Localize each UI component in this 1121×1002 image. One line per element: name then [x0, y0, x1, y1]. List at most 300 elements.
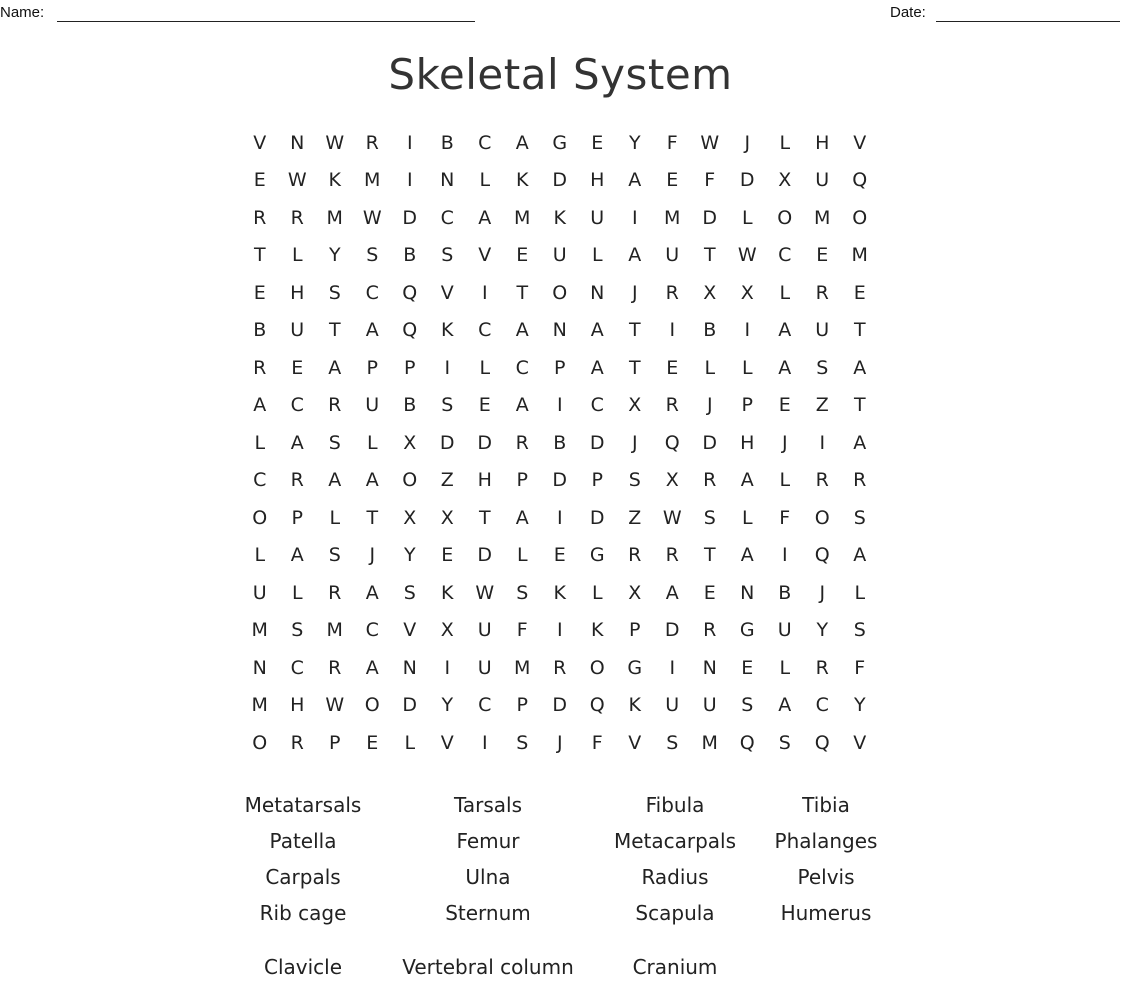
grid-letter[interactable]: O [402, 469, 418, 492]
grid-letter[interactable]: T [516, 281, 529, 304]
grid-letter[interactable]: L [779, 656, 791, 679]
grid-letter[interactable]: A [290, 544, 304, 567]
grid-letter[interactable]: I [481, 731, 488, 754]
grid-letter[interactable]: S [741, 694, 754, 717]
grid-letter[interactable]: G [552, 131, 568, 154]
grid-letter[interactable]: A [665, 581, 679, 604]
grid-letter[interactable]: K [553, 581, 566, 604]
grid-letter[interactable]: E [516, 244, 529, 267]
grid-letter[interactable]: H [290, 694, 305, 717]
grid-letter[interactable]: I [481, 281, 488, 304]
grid-letter[interactable]: A [778, 319, 792, 342]
grid-letter[interactable]: C [515, 356, 529, 379]
grid-letter[interactable]: I [631, 206, 638, 229]
grid-letter[interactable]: A [628, 244, 642, 267]
grid-letter[interactable]: T [703, 544, 716, 567]
grid-letter[interactable]: R [815, 469, 829, 492]
grid-letter[interactable]: I [406, 131, 413, 154]
grid-letter[interactable]: V [403, 619, 417, 642]
grid-letter[interactable]: N [740, 581, 755, 604]
grid-letter[interactable]: C [365, 619, 379, 642]
grid-letter[interactable]: T [478, 506, 491, 529]
grid-letter[interactable]: S [666, 731, 679, 754]
grid-letter[interactable]: C [478, 319, 492, 342]
grid-letter[interactable]: L [779, 281, 791, 304]
grid-letter[interactable]: T [853, 394, 866, 417]
grid-letter[interactable]: U [815, 319, 830, 342]
grid-letter[interactable]: M [664, 206, 681, 229]
grid-letter[interactable]: C [815, 694, 829, 717]
grid-letter[interactable]: D [402, 206, 418, 229]
grid-letter[interactable]: R [515, 431, 529, 454]
grid-letter[interactable]: U [290, 319, 305, 342]
grid-letter[interactable]: Y [403, 544, 416, 567]
grid-letter[interactable]: U [477, 619, 492, 642]
grid-letter[interactable]: L [254, 431, 266, 454]
grid-letter[interactable]: A [778, 356, 792, 379]
grid-letter[interactable]: N [402, 656, 417, 679]
grid-letter[interactable]: W [475, 581, 495, 604]
grid-letter[interactable]: G [589, 544, 605, 567]
grid-letter[interactable]: B [778, 581, 792, 604]
grid-letter[interactable]: V [478, 244, 492, 267]
grid-letter[interactable]: D [702, 431, 718, 454]
grid-letter[interactable]: K [441, 319, 454, 342]
grid-letter[interactable]: U [702, 694, 717, 717]
grid-letter[interactable]: N [590, 281, 605, 304]
grid-letter[interactable]: K [553, 206, 566, 229]
grid-letter[interactable]: D [552, 694, 568, 717]
grid-letter[interactable]: Z [440, 469, 454, 492]
grid-letter[interactable]: P [516, 694, 528, 717]
grid-letter[interactable]: B [553, 431, 567, 454]
grid-letter[interactable]: J [781, 431, 788, 454]
grid-letter[interactable]: E [253, 281, 266, 304]
grid-letter[interactable]: G [627, 656, 643, 679]
grid-letter[interactable]: T [253, 244, 266, 267]
grid-letter[interactable]: Q [739, 731, 755, 754]
grid-letter[interactable]: S [441, 394, 454, 417]
grid-letter[interactable]: X [403, 506, 417, 529]
grid-letter[interactable]: A [515, 506, 529, 529]
grid-letter[interactable]: L [741, 506, 753, 529]
grid-letter[interactable]: V [853, 131, 867, 154]
grid-letter[interactable]: L [704, 356, 716, 379]
grid-letter[interactable]: X [628, 394, 642, 417]
grid-letter[interactable]: R [290, 469, 304, 492]
grid-letter[interactable]: Q [814, 731, 830, 754]
grid-letter[interactable]: L [329, 506, 341, 529]
grid-letter[interactable]: D [477, 544, 493, 567]
grid-letter[interactable]: S [441, 244, 454, 267]
grid-letter[interactable]: R [328, 656, 342, 679]
grid-letter[interactable]: Y [441, 694, 454, 717]
grid-letter[interactable]: F [666, 131, 678, 154]
grid-letter[interactable]: X [440, 619, 454, 642]
grid-letter[interactable]: M [851, 244, 868, 267]
grid-letter[interactable]: E [591, 131, 604, 154]
grid-letter[interactable]: E [478, 394, 491, 417]
grid-letter[interactable]: P [629, 619, 641, 642]
grid-letter[interactable]: I [444, 356, 451, 379]
grid-letter[interactable]: A [778, 694, 792, 717]
word-bank-item: Phalanges [774, 828, 878, 853]
grid-letter[interactable]: U [252, 581, 267, 604]
grid-letter[interactable]: U [477, 656, 492, 679]
grid-letter[interactable]: Y [853, 694, 866, 717]
grid-letter[interactable]: X [628, 581, 642, 604]
grid-letter[interactable]: R [665, 544, 679, 567]
grid-letter[interactable]: O [777, 206, 793, 229]
grid-letter[interactable]: E [553, 544, 566, 567]
grid-letter[interactable]: S [328, 431, 341, 454]
grid-letter[interactable]: A [853, 431, 867, 454]
grid-letter[interactable]: D [702, 206, 718, 229]
grid-letter[interactable]: C [478, 694, 492, 717]
grid-letter[interactable]: W [737, 244, 757, 267]
grid-letter[interactable]: D [552, 169, 568, 192]
grid-letter[interactable]: Q [402, 319, 418, 342]
grid-letter[interactable]: K [441, 581, 454, 604]
grid-letter[interactable]: E [666, 356, 679, 379]
date-field[interactable] [936, 21, 1120, 22]
grid-letter[interactable]: X [665, 469, 679, 492]
grid-letter[interactable]: S [853, 619, 866, 642]
grid-letter[interactable]: Q [814, 544, 830, 567]
grid-letter[interactable]: J [556, 731, 563, 754]
word-bank-item: Sternum [445, 901, 531, 925]
grid-letter[interactable]: R [703, 469, 717, 492]
grid-letter[interactable]: S [853, 506, 866, 529]
grid-letter[interactable]: F [704, 169, 716, 192]
grid-letter[interactable]: E [816, 244, 829, 267]
grid-letter[interactable]: D [589, 431, 605, 454]
grid-letter[interactable]: Z [628, 506, 642, 529]
grid-letter[interactable]: I [556, 506, 563, 529]
grid-letter[interactable]: E [741, 656, 754, 679]
grid-letter[interactable]: Y [628, 131, 641, 154]
grid-letter[interactable]: D [439, 431, 455, 454]
grid-letter[interactable]: E [666, 169, 679, 192]
grid-letter[interactable]: M [326, 206, 343, 229]
grid-letter[interactable]: P [291, 506, 303, 529]
grid-letter[interactable]: A [328, 356, 342, 379]
word-bank [222, 787, 894, 1002]
grid-letter[interactable]: A [478, 206, 492, 229]
grid-letter[interactable]: S [816, 356, 829, 379]
grid-letter[interactable]: S [778, 731, 791, 754]
grid-letter[interactable]: I [819, 431, 826, 454]
grid-letter[interactable]: T [853, 319, 866, 342]
grid-letter[interactable]: I [406, 169, 413, 192]
grid-letter[interactable]: O [552, 281, 568, 304]
grid-letter[interactable]: A [290, 431, 304, 454]
word-bank-item: Vertebral column [402, 954, 574, 979]
grid-letter[interactable]: P [741, 394, 753, 417]
grid-letter[interactable]: A [515, 394, 529, 417]
grid-letter[interactable]: J [631, 431, 638, 454]
grid-letter[interactable]: C [778, 244, 792, 267]
grid-letter[interactable]: M [364, 169, 381, 192]
grid-letter[interactable]: C [290, 394, 304, 417]
grid-letter[interactable]: P [366, 356, 378, 379]
grid-letter[interactable]: L [291, 244, 303, 267]
grid-letter[interactable]: C [253, 469, 267, 492]
grid-letter[interactable]: I [444, 656, 451, 679]
grid-letter[interactable]: Q [402, 281, 418, 304]
grid-letter[interactable]: B [703, 319, 717, 342]
grid-letter[interactable]: V [253, 131, 267, 154]
grid-letter[interactable]: S [291, 619, 304, 642]
grid-letter[interactable]: L [741, 206, 753, 229]
grid-letter[interactable]: B [253, 319, 267, 342]
word-bank-item: Cranium [632, 954, 718, 979]
grid-letter[interactable]: N [252, 656, 267, 679]
grid-letter[interactable]: M [514, 656, 531, 679]
grid-letter[interactable]: D [664, 619, 680, 642]
grid-letter[interactable]: Y [816, 619, 829, 642]
grid-letter[interactable]: R [665, 281, 679, 304]
grid-letter[interactable]: V [628, 731, 642, 754]
grid-letter[interactable]: Q [589, 694, 605, 717]
grid-letter[interactable]: A [590, 319, 604, 342]
grid-letter[interactable]: I [781, 544, 788, 567]
grid-letter[interactable]: C [590, 394, 604, 417]
grid-letter[interactable]: I [744, 319, 751, 342]
grid-letter[interactable]: L [516, 544, 528, 567]
grid-letter[interactable]: P [404, 356, 416, 379]
grid-letter[interactable]: U [552, 244, 567, 267]
grid-letter[interactable]: V [853, 731, 867, 754]
grid-letter[interactable]: P [554, 356, 566, 379]
grid-letter[interactable]: E [703, 581, 716, 604]
grid-letter[interactable]: A [590, 356, 604, 379]
page-title: Skeletal System [388, 50, 733, 99]
grid-letter[interactable]: T [366, 506, 379, 529]
grid-letter[interactable]: I [669, 656, 676, 679]
word-bank-item: Carpals [265, 864, 341, 889]
grid-letter[interactable]: X [440, 506, 454, 529]
grid-letter[interactable]: R [328, 581, 342, 604]
grid-letter[interactable]: W [662, 506, 682, 529]
grid-letter[interactable]: E [778, 394, 791, 417]
grid-letter[interactable]: W [325, 131, 345, 154]
grid-letter[interactable]: A [365, 581, 379, 604]
grid-letter[interactable]: D [402, 694, 418, 717]
grid-letter[interactable]: A [328, 469, 342, 492]
grid-letter[interactable]: R [290, 206, 304, 229]
grid-letter[interactable]: N [552, 319, 567, 342]
grid-letter[interactable]: R [703, 619, 717, 642]
grid-letter[interactable]: U [365, 394, 380, 417]
grid-letter[interactable]: M [701, 731, 718, 754]
grid-letter[interactable]: U [665, 694, 680, 717]
grid-letter[interactable]: X [703, 281, 717, 304]
grid-letter[interactable]: S [366, 244, 379, 267]
grid-letter[interactable]: M [814, 206, 831, 229]
grid-letter[interactable]: K [591, 619, 604, 642]
grid-letter[interactable]: N [290, 131, 305, 154]
grid-letter[interactable]: W [325, 694, 345, 717]
grid-letter[interactable]: R [253, 206, 267, 229]
grid-letter[interactable]: D [477, 431, 493, 454]
grid-letter[interactable]: K [516, 169, 529, 192]
grid-letter[interactable]: E [291, 356, 304, 379]
grid-letter[interactable]: T [328, 319, 341, 342]
grid-letter[interactable]: S [628, 469, 641, 492]
grid-letter[interactable]: F [591, 731, 603, 754]
name-field[interactable] [57, 21, 475, 22]
grid-letter[interactable]: L [479, 169, 491, 192]
grid-letter[interactable]: C [440, 206, 454, 229]
grid-letter[interactable]: M [251, 619, 268, 642]
grid-letter[interactable]: H [815, 131, 830, 154]
grid-letter[interactable]: W [287, 169, 307, 192]
grid-letter[interactable]: A [853, 544, 867, 567]
grid-letter[interactable]: R [853, 469, 867, 492]
grid-letter[interactable]: W [362, 206, 382, 229]
grid-letter[interactable]: U [815, 169, 830, 192]
grid-letter[interactable]: A [515, 131, 529, 154]
grid-letter[interactable]: S [403, 581, 416, 604]
grid-letter[interactable]: U [590, 206, 605, 229]
grid-letter[interactable]: R [290, 731, 304, 754]
grid-letter[interactable]: R [628, 544, 642, 567]
grid-letter[interactable]: D [739, 169, 755, 192]
grid-letter[interactable]: O [814, 506, 830, 529]
grid-letter[interactable]: L [404, 731, 416, 754]
grid-letter[interactable]: A [853, 356, 867, 379]
grid-letter[interactable]: K [328, 169, 341, 192]
grid-letter[interactable]: A [515, 319, 529, 342]
grid-letter[interactable]: S [703, 506, 716, 529]
grid-letter[interactable]: C [290, 656, 304, 679]
grid-letter[interactable]: H [740, 431, 755, 454]
grid-letter[interactable]: K [628, 694, 641, 717]
word-bank-item: Rib cage [259, 901, 347, 925]
grid-letter[interactable]: D [589, 506, 605, 529]
grid-letter[interactable]: H [477, 469, 492, 492]
grid-letter[interactable]: H [290, 281, 305, 304]
grid-letter[interactable]: O [252, 506, 268, 529]
grid-letter[interactable]: L [254, 544, 266, 567]
grid-letter[interactable]: J [631, 281, 638, 304]
grid-letter[interactable]: R [253, 356, 267, 379]
grid-letter[interactable]: A [740, 544, 754, 567]
grid-letter[interactable]: P [591, 469, 603, 492]
grid-letter[interactable]: O [252, 731, 268, 754]
grid-letter[interactable]: A [365, 656, 379, 679]
grid-letter[interactable]: O [589, 656, 605, 679]
grid-letter[interactable]: M [326, 619, 343, 642]
grid-letter[interactable]: U [777, 619, 792, 642]
grid-letter[interactable]: C [365, 281, 379, 304]
grid-letter[interactable]: D [552, 469, 568, 492]
grid-letter[interactable]: R [665, 394, 679, 417]
grid-letter[interactable]: S [328, 544, 341, 567]
grid-letter[interactable]: M [251, 694, 268, 717]
grid-letter[interactable]: O [852, 206, 868, 229]
grid-letter[interactable]: E [366, 731, 379, 754]
grid-letter[interactable]: B [403, 394, 417, 417]
grid-letter[interactable]: O [364, 694, 380, 717]
grid-letter[interactable]: J [744, 131, 751, 154]
word-bank-item: Metatarsals [244, 792, 362, 817]
grid-letter[interactable]: X [778, 169, 792, 192]
grid-letter[interactable]: V [440, 731, 454, 754]
grid-letter[interactable]: S [328, 281, 341, 304]
grid-letter[interactable]: L [741, 356, 753, 379]
grid-letter[interactable]: X [403, 431, 417, 454]
grid-letter[interactable]: A [628, 169, 642, 192]
grid-letter[interactable]: T [628, 319, 641, 342]
grid-letter[interactable]: S [516, 731, 529, 754]
grid-letter[interactable]: B [440, 131, 454, 154]
grid-letter[interactable]: E [441, 544, 454, 567]
grid-letter[interactable]: J [819, 581, 826, 604]
grid-letter[interactable]: G [739, 619, 755, 642]
grid-letter[interactable]: A [740, 469, 754, 492]
grid-letter[interactable]: A [365, 469, 379, 492]
grid-letter[interactable]: I [556, 619, 563, 642]
grid-letter[interactable]: T [703, 244, 716, 267]
grid-letter[interactable]: R [328, 394, 342, 417]
grid-letter[interactable]: J [369, 544, 376, 567]
grid-letter[interactable]: A [365, 319, 379, 342]
grid-letter[interactable]: V [440, 281, 454, 304]
grid-letter[interactable]: L [591, 244, 603, 267]
grid-letter[interactable]: R [815, 281, 829, 304]
grid-letter[interactable]: J [706, 394, 713, 417]
grid-letter[interactable]: Q [664, 431, 680, 454]
grid-letter[interactable]: N [702, 656, 717, 679]
grid-letter[interactable]: B [403, 244, 417, 267]
grid-letter[interactable]: T [628, 356, 641, 379]
grid-letter[interactable]: Q [852, 169, 868, 192]
grid-letter[interactable]: Y [328, 244, 341, 267]
grid-letter[interactable]: S [516, 581, 529, 604]
grid-letter[interactable]: U [665, 244, 680, 267]
grid-letter[interactable]: M [514, 206, 531, 229]
grid-letter[interactable]: Z [815, 394, 829, 417]
grid-letter[interactable]: C [478, 131, 492, 154]
grid-letter[interactable]: W [700, 131, 720, 154]
grid-letter[interactable]: L [779, 131, 791, 154]
grid-letter[interactable]: L [366, 431, 378, 454]
grid-letter[interactable]: R [365, 131, 379, 154]
grid-letter[interactable]: N [440, 169, 455, 192]
grid-letter[interactable]: I [556, 394, 563, 417]
grid-letter[interactable]: I [669, 319, 676, 342]
grid-letter[interactable]: F [516, 619, 528, 642]
grid-letter[interactable]: E [853, 281, 866, 304]
grid-letter[interactable]: L [291, 581, 303, 604]
grid-letter[interactable]: L [479, 356, 491, 379]
grid-letter[interactable]: R [815, 656, 829, 679]
grid-letter[interactable]: X [740, 281, 754, 304]
grid-letter[interactable]: F [779, 506, 791, 529]
grid-letter[interactable]: P [516, 469, 528, 492]
grid-letter[interactable]: A [253, 394, 267, 417]
grid-letter[interactable]: L [854, 581, 866, 604]
grid-letter[interactable]: L [591, 581, 603, 604]
grid-letter[interactable]: E [253, 169, 266, 192]
grid-letter[interactable]: F [854, 656, 866, 679]
grid-letter[interactable]: L [779, 469, 791, 492]
grid-letter[interactable]: R [553, 656, 567, 679]
grid-letter[interactable]: H [590, 169, 605, 192]
grid-letter[interactable]: P [329, 731, 341, 754]
